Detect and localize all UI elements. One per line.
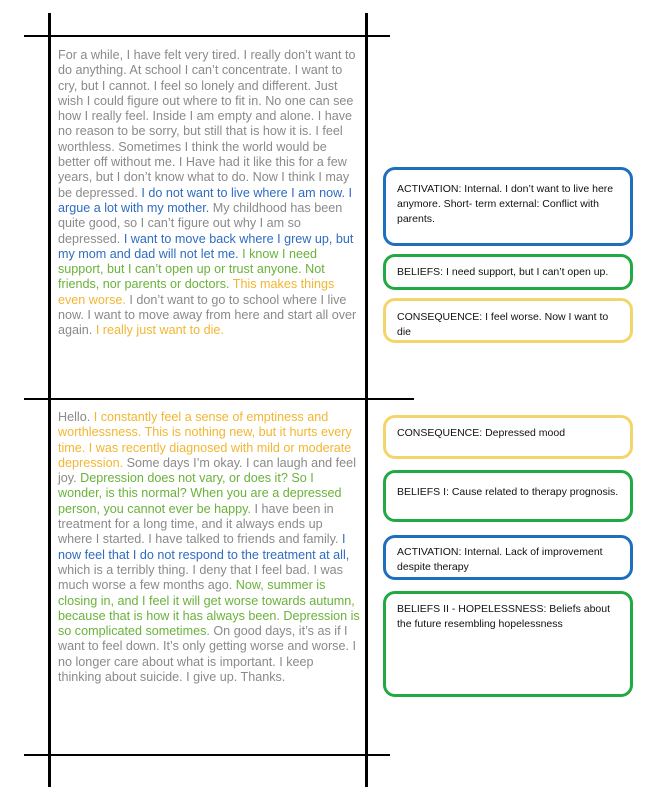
box-label: CONSEQUENCE: I feel worse. Now I want to die <box>397 311 609 338</box>
consequence-box <box>383 415 633 459</box>
passage-segment: For a while, I have felt very tired. I really don’t want to do anything. At school I can’t concentrate. I want to cry, but I cannot. I feel so lonely and different. Just wish I could figure out where to fit in. No one can see how I really feel. Inside I am empty and alone. I have no reason to be sorry, but still that is how it is. I feel worthless. Sometimes I think the world would be better off without me. I Have had it like this for a few years, but I don’t know what to do. Now I think I may be depressed. <box>58 48 356 200</box>
left-vertical-rule <box>48 13 51 787</box>
box-label: CONSEQUENCE: Depressed mood <box>397 427 566 439</box>
passage-segment: Depression does not vary, or does it? So I wonder, is this normal? When you are a depressed person, you cannot ever be happy. <box>58 471 342 516</box>
passage-segment: Hello. <box>58 410 94 424</box>
box-label: BELIEFS II - HOPELESSNESS: Beliefs about the future resembling hopelessness <box>397 603 611 630</box>
middle-horizontal-rule <box>24 398 414 400</box>
passage-segment: This makes things even worse. <box>58 277 335 307</box>
box-label: ACTIVATION: Internal. I don’t want to live here anymore. Short- term external: Conflict with parents. <box>397 183 614 225</box>
passage-segment: I don’t want to go to school where I live now. I want to move away from here and start all over again. <box>58 292 357 338</box>
passage-segment: which is a terribly thing. I deny that I feel bad. I was much worse a few months ago. <box>58 562 343 593</box>
passage-segment: I really just want to die. <box>95 323 224 338</box>
passage-segment: My childhood has been quite good, so I can’t figure out why I am so depressed. <box>58 200 343 246</box>
bottom-passage-text <box>58 410 360 685</box>
passage-segment: I want to move back where I grew up, but my mom and dad will not let me. <box>58 231 354 261</box>
right-vertical-rule <box>365 13 368 787</box>
passage-segment: I know I need support, but I can’t open up or trust anyone. Not friends, nor parents or doctors. <box>58 246 325 292</box>
top-horizontal-rule <box>24 35 390 37</box>
passage-segment: Some days I’m okay. I can laugh and feel joy. <box>58 455 356 486</box>
box-label: ACTIVATION: Internal. Lack of improvement despite therapy <box>397 546 603 573</box>
passage-segment: I now feel that I do not respond to the treatment at all, <box>58 532 350 562</box>
passage-segment: On good days, it’s as if I want to feel down. It’s only getting worse and worse. I no longer care about what is important. I keep thinking about suicide. I give up. Thanks. <box>58 624 356 685</box>
passage-segment: I have been in treatment for a long time, and it always ends up where I started. I have talked to friends and family. <box>58 501 342 547</box>
passage-segment: I do not want to live where I am now. I argue a lot with my mother. <box>58 185 353 215</box>
passage-segment: Now, summer is closing in, and I feel it will get worse towards autumn, because that is how it has always been. Depression is so complicated sometimes. <box>58 578 360 639</box>
beliefs-box <box>383 254 633 290</box>
top-passage-text <box>58 48 360 339</box>
activation-box <box>383 535 633 580</box>
bottom-horizontal-rule <box>24 754 390 756</box>
beliefs-box <box>383 470 633 522</box>
box-label: BELIEFS I: Cause related to therapy prognosis. <box>397 486 619 498</box>
box-label: BELIEFS: I need support, but I can’t open up. <box>397 266 609 278</box>
beliefs-box <box>383 591 633 697</box>
activation-box <box>383 167 633 246</box>
passage-segment: I constantly feel a sense of emptiness and worthlessness. This is nothing new, but it hurts every time. I was recently diagnosed with mild or moderate depression. <box>58 410 352 470</box>
consequence-box <box>383 298 633 343</box>
